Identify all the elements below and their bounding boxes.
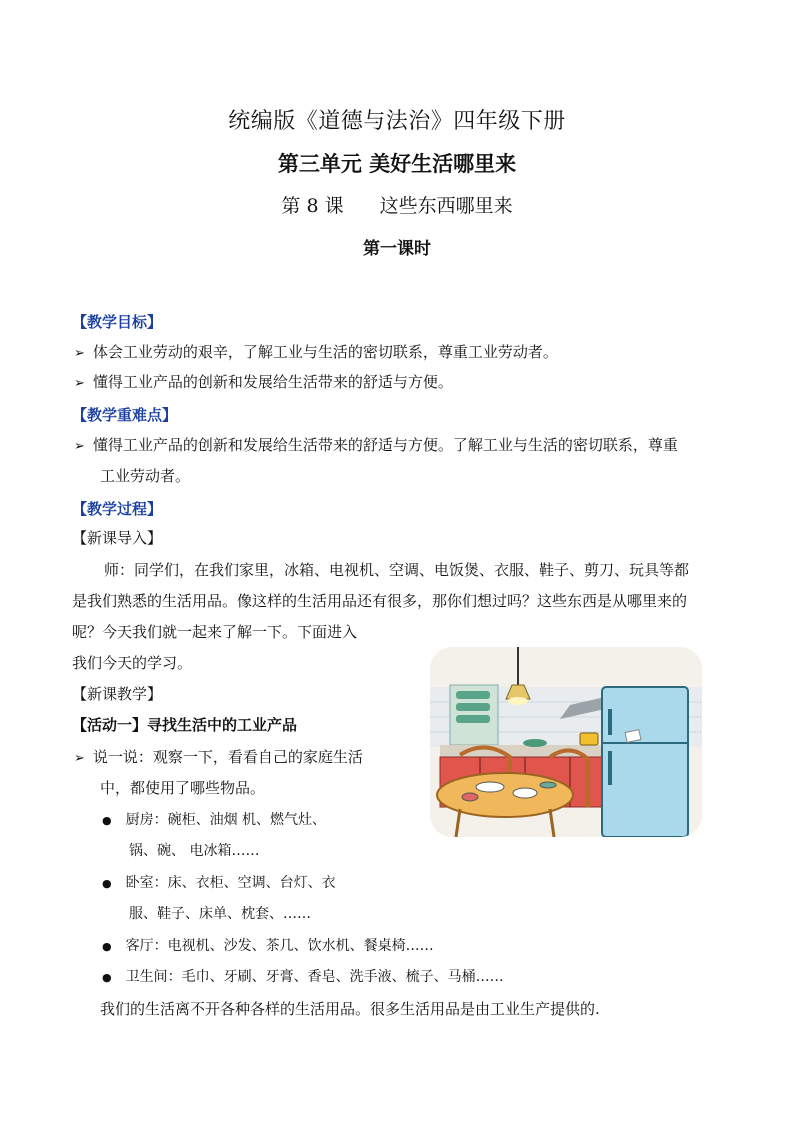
unit-title: 第三单元 美好生活哪里来 <box>277 152 517 176</box>
lesson-name: 这些东西哪里来 <box>379 195 513 217</box>
summary-text: 我们的生活离不开各种各样的生活用品。很多生活用品是由工业生产提供的. <box>100 1000 600 1018</box>
filled-dot-bullet-icon: ● <box>102 814 112 827</box>
keypoint-item: ➢ 懂得工业产品的创新和发展给生活带来的舒适与方便。了解工业与生活的密切联系，尊重 <box>74 436 678 454</box>
living-room-item: ● 客厅：电视机、沙发、茶几、饮水机、餐桌椅…… <box>102 938 434 954</box>
bathroom-item: ● 卫生间：毛巾、牙刷、牙膏、香皂、洗手液、梳子、马桶…… <box>102 969 504 985</box>
kitchen-item: ● 厨房：碗柜、油烟 机、燃气灶、 <box>102 812 327 828</box>
kitchen-continuation: 锅、碗、 电冰箱…… <box>129 843 260 859</box>
intro-paragraph-line: 是我们熟悉的生活用品。像这样的生活用品还有很多，那你们想过吗？这些东西是从哪里来的 <box>72 592 688 610</box>
kitchen-illustration <box>430 647 702 837</box>
activity-heading: 【活动一】寻找生活中的工业产品 <box>72 716 298 734</box>
task-continuation: 中，都使用了哪些物品。 <box>100 779 266 797</box>
objective-item: ➢ 懂得工业产品的创新和发展给生活带来的舒适与方便。 <box>74 373 453 391</box>
objective-item: ➢ 体会工业劳动的艰辛，了解工业与生活的密切联系，尊重工业劳动者。 <box>74 343 558 361</box>
intro-paragraph-line: 呢？今天我们就一起来了解一下。下面进入 <box>72 623 358 641</box>
arrowhead-bullet-icon: ➢ <box>74 346 85 361</box>
bedroom-continuation: 服、鞋子、床单、枕套、…… <box>129 906 311 922</box>
process-heading: 【教学过程】 <box>72 500 163 518</box>
lesson-number: 第 8 课 <box>281 195 344 217</box>
arrowhead-bullet-icon: ➢ <box>74 751 85 766</box>
bedroom-item: ● 卧室：床、衣柜、空调、台灯、衣 <box>102 875 336 891</box>
filled-dot-bullet-icon: ● <box>102 877 112 890</box>
new-lesson-heading: 【新课教学】 <box>72 685 163 703</box>
keypoint-continuation: 工业劳动者。 <box>100 467 191 485</box>
filled-dot-bullet-icon: ● <box>102 971 112 984</box>
filled-dot-bullet-icon: ● <box>102 940 112 953</box>
arrowhead-bullet-icon: ➢ <box>74 376 85 391</box>
intro-paragraph-line: 师：同学们，在我们家里，冰箱、电视机、空调、电饭煲、衣服、鞋子、剪刀、玩具等都 <box>104 561 690 579</box>
doc-title: 统编版《道德与法治》四年级下册 <box>228 109 566 134</box>
intro-paragraph-line: 我们今天的学习。 <box>72 654 193 672</box>
intro-heading: 【新课导入】 <box>72 529 163 547</box>
objectives-heading: 【教学目标】 <box>72 313 163 331</box>
arrowhead-bullet-icon: ➢ <box>74 439 85 454</box>
keypoints-heading: 【教学重难点】 <box>72 406 178 424</box>
task-item: ➢ 说一说：观察一下，看看自己的家庭生活 <box>74 748 363 766</box>
period-title: 第一课时 <box>363 239 431 259</box>
lesson-title <box>0 191 794 218</box>
